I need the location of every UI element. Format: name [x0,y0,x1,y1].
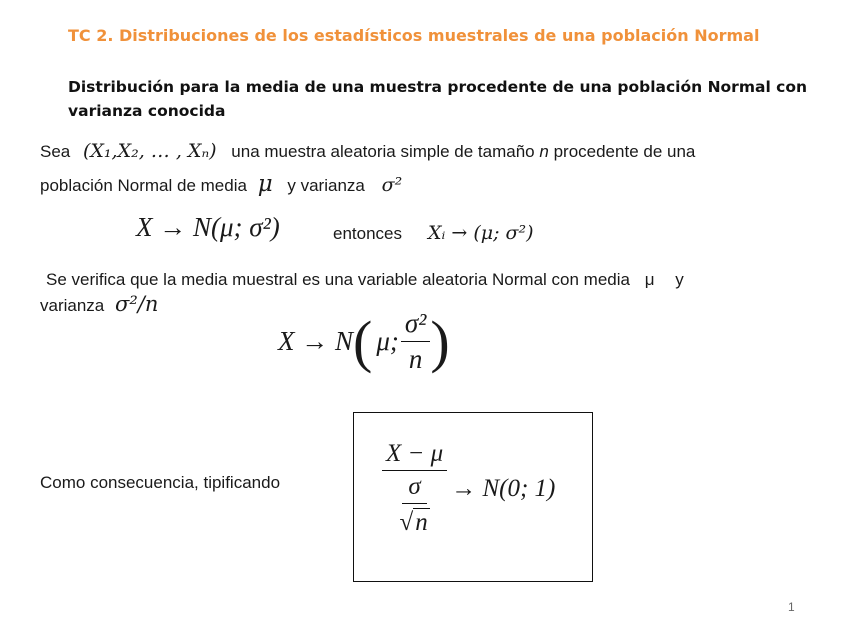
equation-2-num: σ² [401,308,430,342]
para2-text: Se verifica que la media muestral es una variable aleatoria Normal con media [46,270,630,289]
para1-line1 [40,140,695,162]
para1-text-a: una muestra aleatoria simple de tamaño [231,142,535,161]
equation-2-fraction [401,308,430,375]
mu-symbol: μ [257,171,273,197]
para1-sea: Sea [40,142,71,161]
equation-1-entonces: entonces [333,224,402,243]
equation-3-rhs: → N(0; 1) [451,474,556,502]
slide-subtitle: Distribución para la media de una muestra procedente de una población Normal con varianza conocida [68,78,808,120]
equation-1-right: Xᵢ → (μ; σ²) [428,222,534,244]
para2-mu: μ [644,270,655,289]
equation-2-lhs: X → N [278,326,354,356]
para2-y: y [675,270,684,289]
equation-3 [382,440,555,537]
equation-3-den-num: σ [402,473,426,504]
left-paren: ( [353,308,373,374]
sqrt-sign: √ [399,509,414,536]
para2-line1 [46,270,684,290]
sigma2-over-n: σ²/n [115,292,159,316]
para1-line2-text: población Normal de media [40,176,247,195]
sample-tuple: (X₁,X₂, … , Xₙ) [82,140,217,162]
para1-y-varianza: y varianza [287,176,365,195]
equation-3-den [399,471,429,537]
para1-text-b: procedente de una [553,142,696,161]
para2-varianza: varianza [40,296,105,315]
para1-n: n [539,142,549,161]
equation-3-fraction [382,440,447,537]
equation-2 [278,308,450,375]
para1-line2 [40,171,402,197]
equation-2-den: n [408,344,423,374]
para2-line2 [40,292,158,316]
slide-title: TC 2. Distribuciones de los estadísticos muestrales de una población Normal [68,26,760,45]
right-paren: ) [430,308,450,374]
page-number: 1 [788,600,795,614]
equation-3-num: X − μ [382,440,447,471]
sigma2-symbol: σ² [381,174,403,196]
equation-3-den-den: n [415,509,428,536]
para3: Como consecuencia, tipificando [40,473,281,492]
equation-1-left: X → N(μ; σ²) [136,212,280,242]
sqrt-n [399,504,429,537]
equation-2-mu: μ; [376,326,399,356]
